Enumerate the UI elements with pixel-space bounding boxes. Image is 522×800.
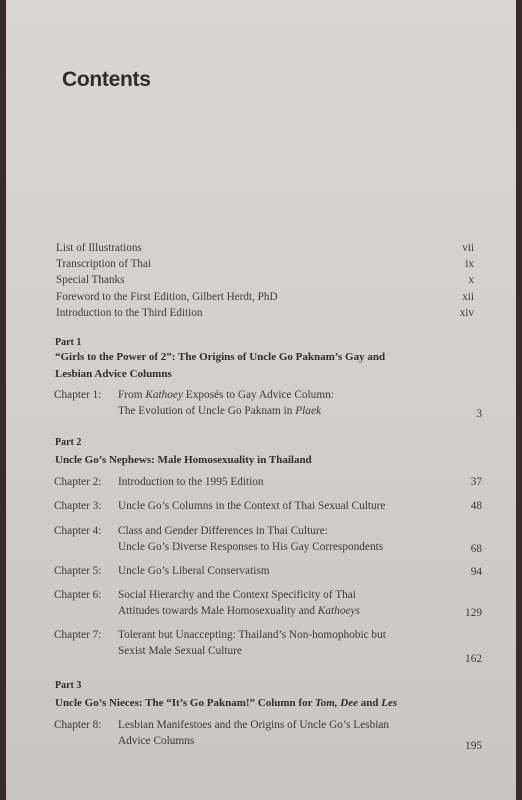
part-title: Uncle Go’s Nephews: Male Homosexuality in Thailand <box>55 454 312 466</box>
chapter-number: Chapter 3: <box>54 500 102 512</box>
page-title: Contents <box>62 68 151 91</box>
chapter-title: Social Hierarchy and the Context Specificity of Thai Attitudes towards Male Homosexuality and Kathoeys <box>118 589 360 617</box>
page-number: 195 <box>465 740 482 752</box>
book-page <box>6 0 516 800</box>
entry-label: Introduction to the Third Edition <box>56 306 203 319</box>
chapter-entry <box>52 718 482 752</box>
chapter-entry <box>52 475 482 491</box>
chapter-number: Chapter 2: <box>54 476 102 488</box>
chapter-entry <box>52 628 482 665</box>
part-title-line: “Girls to the Power of 2”: The Origins of Uncle Go Paknam’s Gay and <box>55 351 386 363</box>
page-number: x <box>468 274 474 287</box>
page-number: xii <box>462 290 474 303</box>
part-title-line: Lesbian Advice Columns <box>55 368 172 380</box>
page-number: 48 <box>470 500 482 512</box>
page-number: 94 <box>470 566 482 578</box>
chapter-number: Chapter 1: <box>54 389 102 401</box>
emphasis: Les <box>381 697 398 709</box>
page-number: 68 <box>470 543 482 555</box>
page-number: vii <box>462 242 474 254</box>
chapter-title: Class and Gender Differences in Thai Culture: Uncle Go’s Diverse Responses to His Gay Correspondents <box>118 525 384 553</box>
entry-label: Foreword to the First Edition, Gilbert Herdt, PhD <box>56 290 278 303</box>
front-matter-list <box>56 240 474 321</box>
emphasis: Kathoey <box>145 389 183 401</box>
page-number: ix <box>465 258 474 271</box>
list-item <box>56 289 474 305</box>
part-title: Uncle Go’s Nieces: The “It’s Go Paknam!” Column for Tom, Dee and Les <box>55 697 398 709</box>
chapter-entry <box>52 564 482 580</box>
chapter-title: Introduction to the 1995 Edition <box>118 476 264 488</box>
chapter-number: Chapter 6: <box>54 589 102 601</box>
chapter-entry <box>52 499 482 515</box>
page-number: xiv <box>459 306 474 319</box>
emphasis: Plaek <box>295 404 321 417</box>
page-number: 37 <box>470 476 482 488</box>
list-item <box>56 305 474 321</box>
chapter-number: Chapter 4: <box>54 525 102 537</box>
list-item <box>56 240 474 256</box>
chapter-number: Chapter 8: <box>54 719 102 731</box>
emphasis: Kathoeys <box>317 604 360 617</box>
chapter-title: Tolerant but Unaccepting: Thailand’s Non-homophobic but Sexist Male Sexual Culture <box>118 629 386 657</box>
entry-label: Transcription of Thai <box>56 258 152 271</box>
entry-label: List of Illustrations <box>56 242 142 254</box>
chapter-title: Uncle Go’s Columns in the Context of Thai Sexual Culture <box>118 500 386 512</box>
chapter-number: Chapter 5: <box>54 565 102 577</box>
part-label: Part 2 <box>55 437 82 448</box>
chapter-entry <box>52 524 482 558</box>
list-item <box>56 272 474 288</box>
entry-label: Special Thanks <box>56 274 125 287</box>
chapter-title: From Kathoey Exposés to Gay Advice Column: The Evolution of Uncle Go Paknam in Plaek <box>118 389 334 417</box>
part-label: Part 3 <box>55 680 82 691</box>
emphasis: Tom, Dee <box>315 697 358 709</box>
page-number: 162 <box>465 653 482 665</box>
part-label: Part 1 <box>55 337 82 348</box>
chapter-entry <box>52 388 482 428</box>
chapter-number: Chapter 7: <box>54 629 102 641</box>
chapter-title: Lesbian Manifestoes and the Origins of Uncle Go’s Lesbian Advice Columns <box>118 719 390 747</box>
page-number: 129 <box>465 607 482 619</box>
list-item <box>56 256 474 272</box>
chapter-title: Uncle Go’s Liberal Conservatism <box>118 565 270 577</box>
chapter-entry <box>52 588 482 622</box>
part-title <box>55 349 385 383</box>
page-number: 3 <box>476 408 482 420</box>
